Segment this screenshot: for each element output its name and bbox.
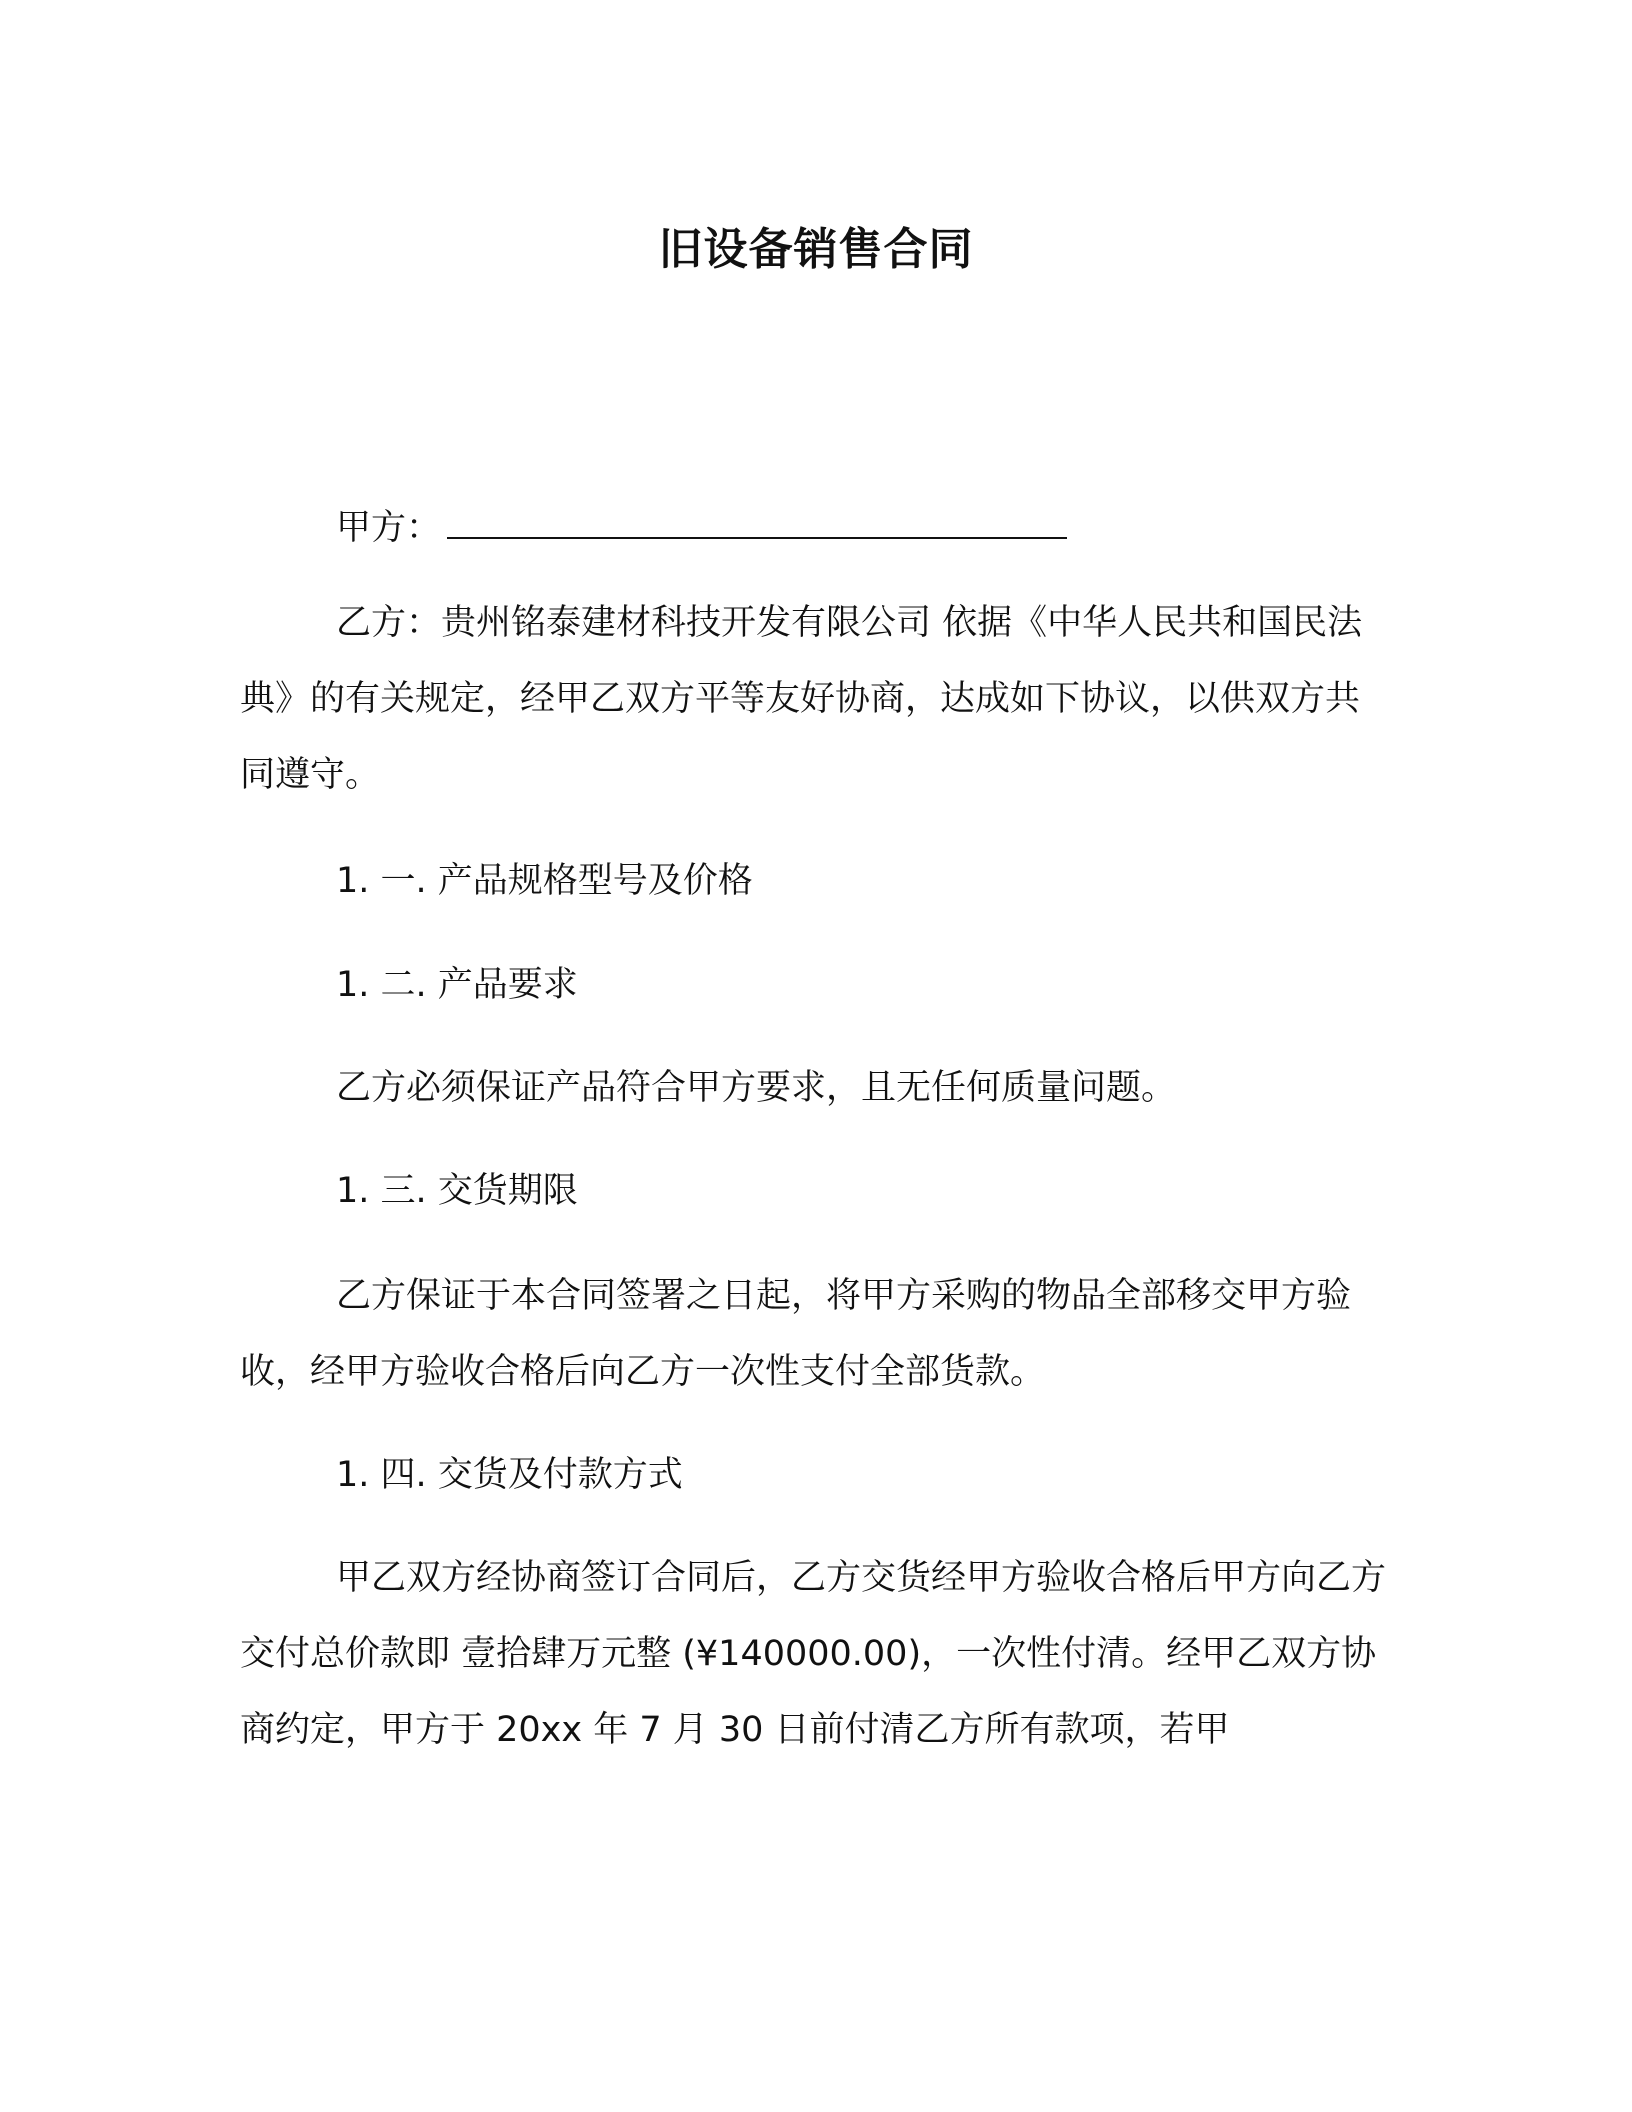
section-1-heading: 1. 一. 产品规格型号及价格 bbox=[336, 861, 753, 901]
section-2-body: 乙方必须保证产品符合甲方要求，且无任何质量问题。 bbox=[336, 1068, 1177, 1108]
section-4-heading: 1. 四. 交货及付款方式 bbox=[336, 1455, 683, 1495]
party-a-blank bbox=[447, 501, 1067, 539]
document-title: 旧设备销售合同 bbox=[658, 224, 974, 275]
party-a-line bbox=[336, 490, 1396, 566]
section-3-heading: 1. 三. 交货期限 bbox=[336, 1171, 578, 1211]
party-a-label: 甲方： bbox=[336, 508, 442, 548]
section-4-body: 甲乙双方经协商签订合同后，乙方交货经甲方验收合格后甲方向乙方交付总价款即 壹拾肆万元整 (¥140000.00)，一次性付清。经甲乙双方协商约定，甲方于 20xx 年 7 月 30 日前付清乙方所有款项，若甲 bbox=[240, 1558, 1387, 1750]
section-3-body: 乙方保证于本合同签署之日起，将甲方采购的物品全部移交甲方验收，经甲方验收合格后向乙方一次性支付全部货款。 bbox=[240, 1276, 1352, 1392]
section-2-heading: 1. 二. 产品要求 bbox=[336, 965, 578, 1005]
party-b-paragraph: 乙方：贵州铭泰建材科技开发有限公司 依据《中华人民共和国民法典》的有关规定，经甲乙双方平等友好协商，达成如下协议，以供双方共同遵守。 bbox=[240, 603, 1363, 795]
